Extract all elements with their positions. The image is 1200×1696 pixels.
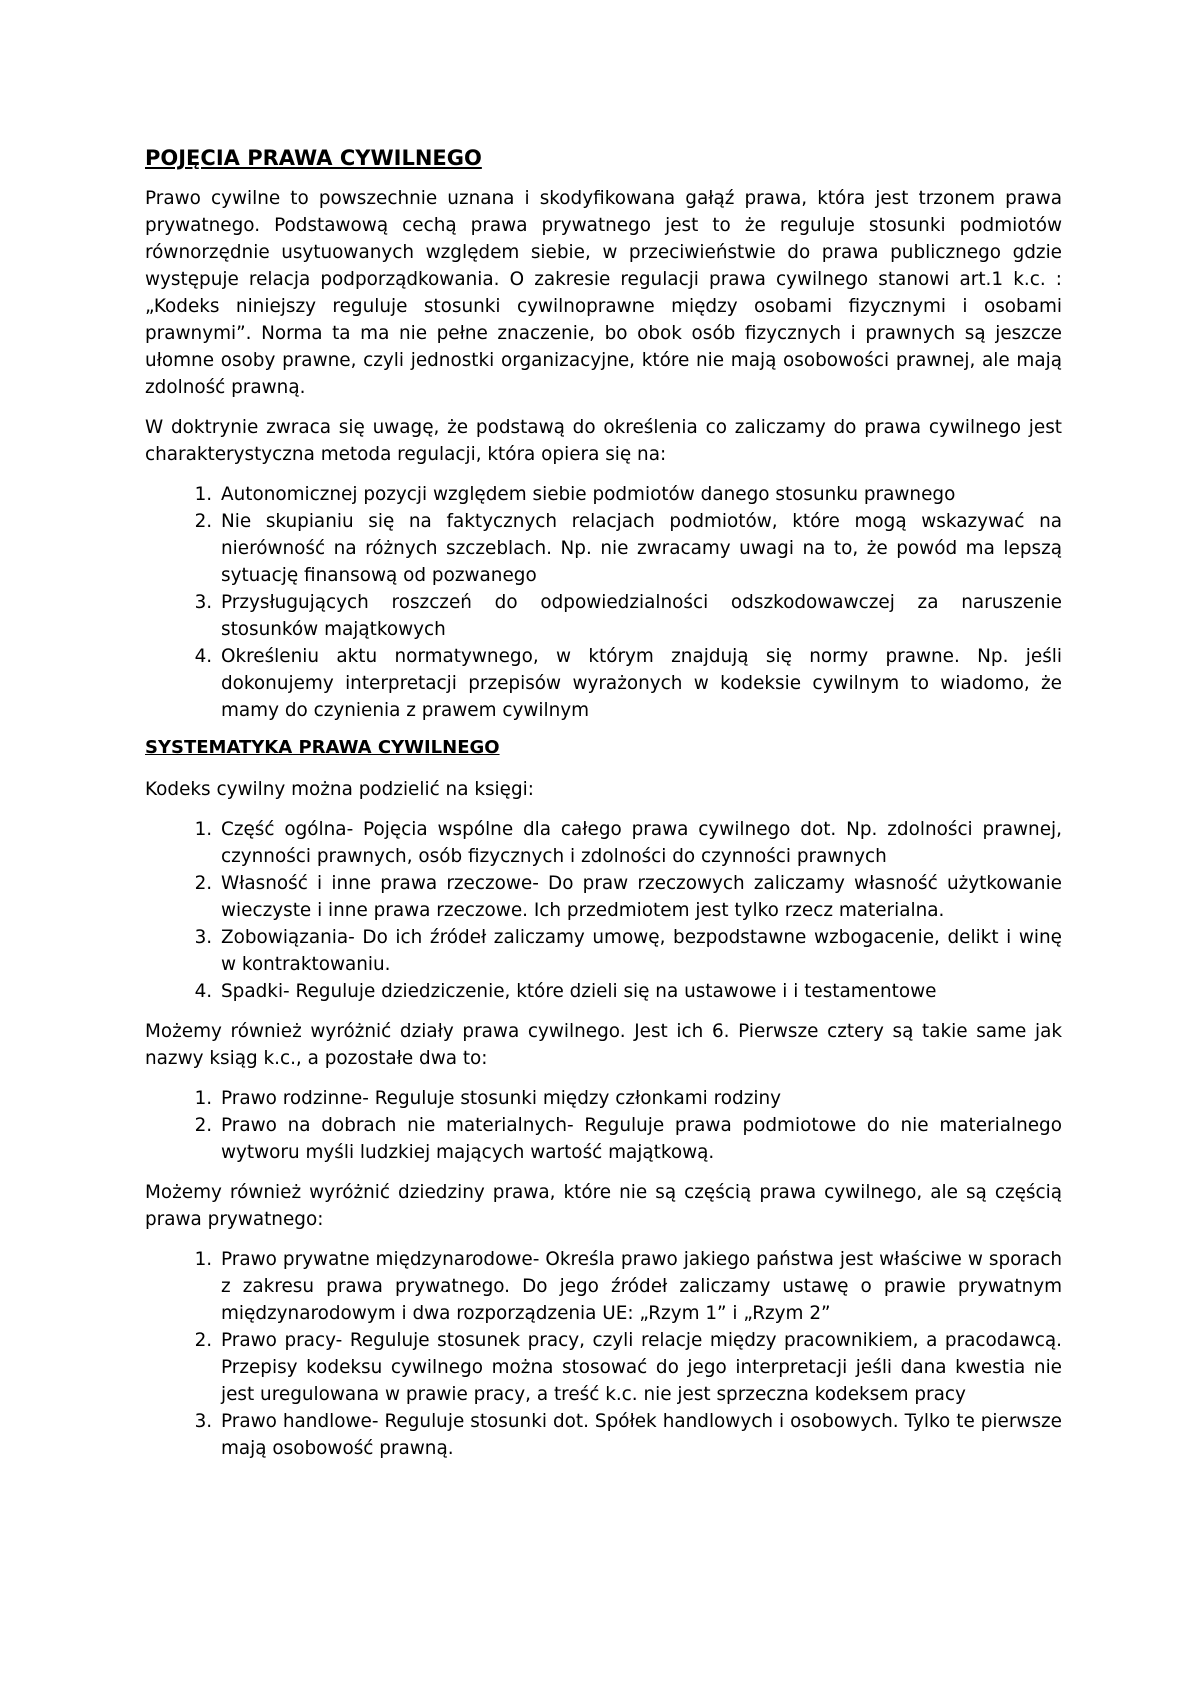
- list-item: 1. Autonomicznej pozycji względem siebie podmiotów danego stosunku prawnego: [218, 481, 1062, 508]
- list-item: 2. Własność i inne prawa rzeczowe- Do praw rzeczowych zaliczamy własność użytkowanie wieczyste i inne prawa rzeczowe. Ich przedmiotem jest tylko rzecz materialna.: [218, 870, 1062, 924]
- heading-civil-law-systematics: SYSTEMATYKA PRAWA CYWILNEGO: [145, 737, 500, 758]
- list-item: 4. Spadki- Reguluje dziedziczenie, które dzieli się na ustawowe i i testamentowe: [218, 978, 1062, 1005]
- list-divisions: [145, 1085, 1062, 1166]
- list-item: 2. Prawo pracy- Reguluje stosunek pracy, czyli relacje między pracownikiem, a pracodawcą. Przepisy kodeksu cywilnego można stosować do jego interpretacji jeśli dana kwestia nie jest uregulowana w prawie pracy, a treść k.c. nie jest sprzeczna kodeksem pracy: [218, 1327, 1062, 1408]
- heading-civil-law-concepts: POJĘCIA PRAWA CYWILNEGO: [145, 146, 482, 170]
- list-regulation-method: [145, 481, 1062, 724]
- list-item: 3. Zobowiązania- Do ich źródeł zaliczamy umowę, bezpodstawne wzbogacenie, delikt i winę w kontraktowaniu.: [218, 924, 1062, 978]
- list-item: 2. Nie skupianiu się na faktycznych relacjach podmiotów, które mogą wskazywać na nierówność na różnych szczeblach. Np. nie zwracamy uwagi na to, że powód ma lepszą sytuację finansową od pozwanego: [218, 508, 1062, 589]
- list-item: 2. Prawo na dobrach nie materialnych- Reguluje prawa podmiotowe do nie materialnego wytworu myśli ludzkiej mających wartość majątkową.: [218, 1112, 1062, 1166]
- list-item: 1. Prawo prywatne międzynarodowe- Określa prawo jakiego państwa jest właściwe w sporach z zakresu prawa prywatnego. Do jego źródeł zaliczamy ustawę o prawie prywatnym międzynarodowym i dwa rozporządzenia UE: „Rzym 1” i „Rzym 2”: [218, 1246, 1062, 1327]
- paragraph-divisions: Możemy również wyróżnić działy prawa cywilnego. Jest ich 6. Pierwsze cztery są takie same jak nazwy ksiąg k.c., a pozostałe dwa to:: [145, 1021, 1062, 1069]
- list-item: 3. Prawo handlowe- Reguluje stosunki dot. Spółek handlowych i osobowych. Tylko te pierwsze mają osobowość prawną.: [218, 1408, 1062, 1462]
- list-item: 1. Część ogólna- Pojęcia wspólne dla całego prawa cywilnego dot. Np. zdolności prawnej, czynności prawnych, osób fizycznych i zdolności do czynności prawnych: [218, 816, 1062, 870]
- list-private-law-fields: [145, 1246, 1062, 1462]
- list-item: 1. Prawo rodzinne- Reguluje stosunki między członkami rodziny: [218, 1085, 1062, 1112]
- paragraph-intro: Prawo cywilne to powszechnie uznana i skodyfikowana gałąź prawa, która jest trzonem prawa prywatnego. Podstawową cechą prawa prywatnego jest to że reguluje stosunki podmiotów równorzędnie usytuowanych względem siebie, w przeciwieństwie do prawa publicznego gdzie występuje relacja podporządkowania. O zakresie regulacji prawa cywilnego stanowi art.1 k.c. : „Kodeks niniejszy reguluje stosunki cywilnoprawne między osobami fizycznymi i osobami prawnymi”. Norma ta ma nie pełne znaczenie, bo obok osób fizycznych i prawnych są jeszcze ułomne osoby prawne, czyli jednostki organizacyjne, które nie mają osobowości prawnej, ale mają zdolność prawną.: [145, 188, 1062, 398]
- list-item: 3. Przysługujących roszczeń do odpowiedzialności odszkodowawczej za naruszenie stosunków majątkowych: [218, 589, 1062, 643]
- paragraph-private-law-fields: Możemy również wyróżnić dziedziny prawa, które nie są częścią prawa cywilnego, ale są częścią prawa prywatnego:: [145, 1182, 1062, 1230]
- paragraph-doctrine: W doktrynie zwraca się uwagę, że podstawą do określenia co zaliczamy do prawa cywilnego jest charakterystyczna metoda regulacji, która opiera się na:: [145, 417, 1062, 465]
- list-item: 4. Określeniu aktu normatywnego, w którym znajdują się normy prawne. Np. jeśli dokonujemy interpretacji przepisów wyrażonych w kodeksie cywilnym to wiadomo, że mamy do czynienia z prawem cywilnym: [218, 643, 1062, 724]
- paragraph-code-books: Kodeks cywilny można podzielić na księgi:: [145, 779, 534, 800]
- list-code-books: [145, 816, 1062, 1005]
